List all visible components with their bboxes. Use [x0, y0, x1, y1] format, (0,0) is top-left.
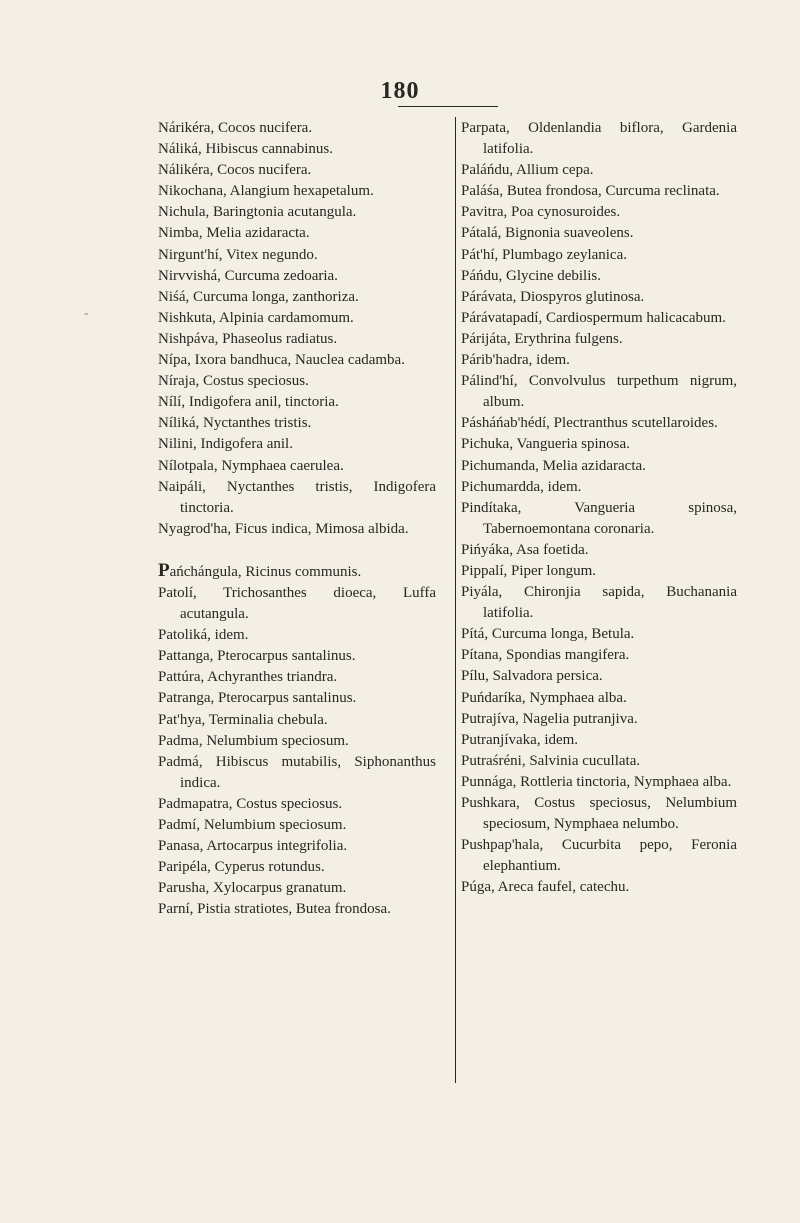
- page-number: 180: [380, 78, 420, 104]
- entry: Naipáli, Nyctanthes tristis, Indigofera tinctoria.: [158, 478, 436, 516]
- entry: Níraja, Costus speciosus.: [158, 373, 309, 390]
- entry: Nikochana, Alangium hexapetalum.: [158, 183, 374, 200]
- entry: Párib'hadra, idem.: [461, 352, 570, 369]
- entry: Nichula, Baringtonia acutangula.: [158, 204, 357, 221]
- entry: Pińyáka, Asa foetida.: [461, 541, 589, 558]
- entry: Pushpap'hala, Cucurbita pepo, Feronia elephantium.: [461, 837, 737, 875]
- entry: Pítá, Curcuma longa, Betula.: [461, 626, 635, 643]
- entry: Nípa, Ixora bandhuca, Nauclea cadamba.: [158, 352, 405, 369]
- entry: Piyála, Chironjia sapida, Buchanania latifolia.: [461, 584, 737, 622]
- entry: Pásháńab'hédí, Plectranthus scutellaroides.: [461, 415, 718, 432]
- entry: Punnága, Rottleria tinctoria, Nymphaea alba.: [461, 773, 732, 790]
- entry: Padmapatra, Costus speciosus.: [158, 795, 343, 812]
- entry: Nishpáva, Phaseolus radiatus.: [158, 330, 338, 347]
- entry: Pichumanda, Melia azidaracta.: [461, 457, 646, 474]
- entry: Páńdu, Glycine debilis.: [461, 267, 601, 284]
- entry: Paripéla, Cyperus rotundus.: [158, 859, 325, 876]
- entry: Pát'hí, Plumbago zeylanica.: [461, 246, 627, 263]
- entry: Pindítaka, Vangueria spinosa, Tabernoemontana coronaria.: [461, 499, 737, 537]
- entry: Pichuka, Vangueria spinosa.: [461, 436, 630, 453]
- entry: Pichumardda, idem.: [461, 478, 582, 495]
- entry: Pálind'hí, Convolvulus turpethum nigrum, album.: [461, 373, 737, 411]
- entry: Pítana, Spondias mangifera.: [461, 647, 630, 664]
- entry: Nílí, Indigofera anil, tinctoria.: [158, 394, 339, 411]
- entry: Patranga, Pterocarpus santalinus.: [158, 690, 357, 707]
- entry: Parusha, Xylocarpus granatum.: [158, 880, 347, 897]
- entry: Paláńdu, Allium cepa.: [461, 162, 594, 179]
- entry: Puńdaríka, Nymphaea alba.: [461, 689, 627, 706]
- entry: Putraśréni, Salvinia cucullata.: [461, 752, 641, 769]
- entry: Parní, Pistia stratiotes, Butea frondosa.: [158, 901, 391, 918]
- section-start-entry: Pańchángula, Ricinus communis.: [158, 559, 362, 581]
- entry: Pílu, Salvadora persica.: [461, 668, 603, 685]
- entry: Padma, Nelumbium speciosum.: [158, 732, 349, 749]
- entry: Nyagrod'ha, Ficus indica, Mimosa albida.: [158, 520, 409, 537]
- entry: Pavitra, Poa cynosuroides.: [461, 204, 621, 221]
- entry: Náliká, Hibiscus cannabinus.: [158, 141, 333, 158]
- entry: Pátalá, Bignonia suaveolens.: [461, 225, 634, 242]
- entry: Padmá, Hibiscus mutabilis, Siphonanthus indica.: [158, 753, 436, 791]
- entry: Pattúra, Achyranthes triandra.: [158, 669, 338, 686]
- entry: Níliká, Nyctanthes tristis.: [158, 415, 312, 432]
- entry: Nimba, Melia azidaracta.: [158, 225, 310, 242]
- entry: Pippalí, Piper longum.: [461, 562, 596, 579]
- entry: Párávatapadí, Cardiospermum halicacabum.: [461, 309, 726, 326]
- entry: Nishkuta, Alpinia cardamomum.: [158, 309, 354, 326]
- entry: Nirvvishá, Curcuma zedoaria.: [158, 267, 338, 284]
- left-column: [158, 118, 436, 920]
- entry: Párávata, Diospyros glutinosa.: [461, 288, 645, 305]
- entry: Nálikéra, Cocos nucifera.: [158, 162, 312, 179]
- entry: Nílotpala, Nymphaea caerulea.: [158, 457, 344, 474]
- entry: Nilini, Indigofera anil.: [158, 436, 293, 453]
- entry: Patoliká, idem.: [158, 627, 249, 644]
- entry: Putrajíva, Nagelia putranjiva.: [461, 710, 638, 727]
- entry: Putranjívaka, idem.: [461, 731, 579, 748]
- entry: Niśá, Curcuma longa, zanthoriza.: [158, 288, 359, 305]
- entry: Paláśa, Butea frondosa, Curcuma reclinata.: [461, 183, 720, 200]
- right-column: [461, 118, 737, 898]
- entry: Pushkara, Costus speciosus, Nelumbium speciosum, Nymphaea nelumbo.: [461, 795, 737, 833]
- header-rule: [398, 106, 498, 107]
- entry: Panasa, Artocarpus integrifolia.: [158, 838, 348, 855]
- entry: Patolí, Trichosanthes dioeca, Luffa acutangula.: [158, 584, 436, 623]
- entry: Padmí, Nelumbium speciosum.: [158, 817, 347, 833]
- entry: Púga, Areca faufel, catechu.: [461, 879, 630, 896]
- entry: Parpata, Oldenlandia biflora, Gardenia latifolia.: [461, 120, 737, 158]
- entry: Pat'hya, Terminalia chebula.: [158, 711, 328, 728]
- entry: Nirgunt'hí, Vitex negundo.: [158, 246, 318, 263]
- entry: Párijáta, Erythrina fulgens.: [461, 330, 623, 347]
- margin-mark: -: [84, 306, 89, 321]
- entry: Pattanga, Pterocarpus santalinus.: [158, 648, 356, 665]
- entry: Nárikéra, Cocos nucifera.: [158, 120, 313, 136]
- column-divider: [455, 117, 456, 1083]
